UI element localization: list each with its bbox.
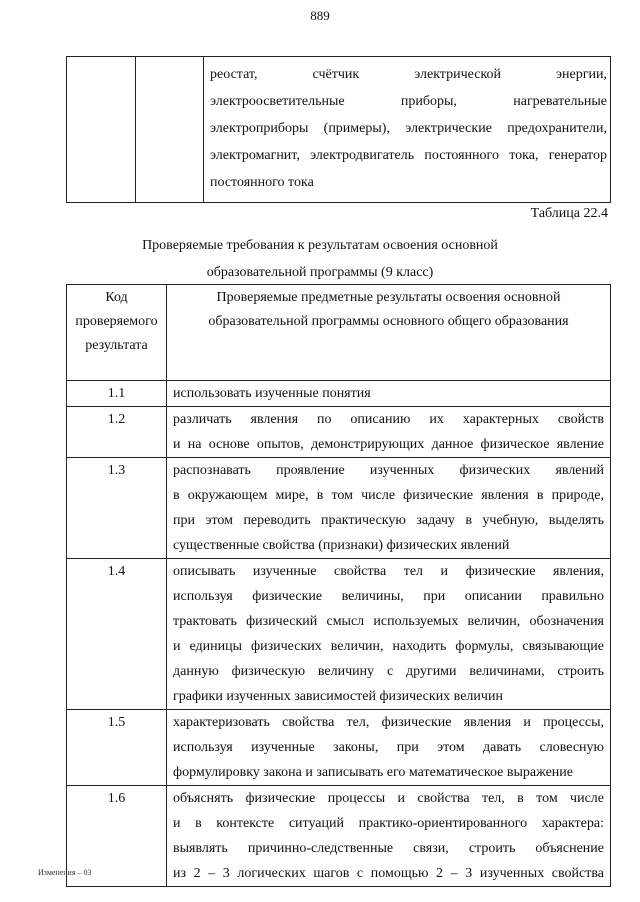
table-row — [67, 559, 611, 710]
text-line: используя физические величины, при описании правильно — [173, 589, 604, 604]
title-line: Проверяемые требования к результатам освоения основной — [142, 238, 498, 253]
text-cell — [167, 786, 611, 887]
text-line: постоянного тока — [210, 175, 314, 190]
code-value: 1.4 — [107, 564, 126, 579]
text-line: использовать изученные понятия — [173, 386, 371, 401]
code-value: 1.3 — [107, 463, 126, 478]
header-text: Код — [105, 290, 128, 305]
text-line: данную физическую величину с другими величинами, строить — [173, 664, 604, 679]
text-line: выявлять причинно-следственные связи, строить объяснение — [173, 841, 604, 856]
code-cell — [67, 458, 167, 559]
header-code-cell — [67, 285, 167, 381]
code-value: 1.6 — [107, 791, 126, 806]
text-line: используя изученные законы, при этом давать словесную — [173, 740, 604, 755]
text-cell — [167, 559, 611, 710]
text-cell — [167, 710, 611, 786]
text-cell — [167, 458, 611, 559]
page-number: 889 — [310, 8, 330, 23]
table-row — [67, 458, 611, 559]
text-line: и на основе опытов, демонстрирующих данное физическое явление — [173, 437, 604, 452]
text-line: объяснять физические процессы и свойства тел, в том числе — [173, 791, 604, 806]
text-line: графики изученных зависимостей физических величин — [173, 689, 503, 704]
header-text: проверяемого — [75, 314, 158, 329]
text-line: характеризовать свойства тел, физические явления и процессы, — [173, 715, 604, 730]
code-cell — [67, 710, 167, 786]
table-row — [67, 710, 611, 786]
text-line: электромагнит, электродвигатель постоянного тока, генератор — [210, 148, 607, 163]
text-line: трактовать физический смысл используемых величин, обозначения — [173, 614, 604, 629]
content-cell — [204, 57, 611, 203]
text-cell — [167, 381, 611, 407]
code-value: 1.2 — [107, 412, 126, 427]
footer-revision: Изменения – 03 — [38, 868, 92, 877]
header-text: образовательной программы основного общего образования — [208, 314, 569, 329]
code-cell — [67, 407, 167, 458]
text-line: из 2 – 3 логических шагов с помощью 2 – 3 изученных свойства — [173, 866, 604, 881]
text-line: электроосветительные приборы, нагревательные — [210, 94, 607, 109]
table-row — [67, 381, 611, 407]
header-text: результата — [85, 338, 148, 353]
text-line: реостат, счётчик электрической энергии, — [210, 67, 607, 82]
text-line: различать явления по описанию их характерных свойств — [173, 412, 604, 427]
title-line: образовательной программы (9 класс) — [206, 265, 434, 280]
table-row — [67, 407, 611, 458]
requirements-table — [66, 284, 611, 887]
text-line: электроприборы (примеры), электрические предохранители, — [210, 121, 607, 136]
text-line: и единицы физических величин, находить формулы, связывающие — [173, 639, 604, 654]
table-header-row — [67, 285, 611, 381]
code-value: 1.5 — [107, 715, 126, 730]
code-cell — [67, 559, 167, 710]
table-title — [0, 232, 640, 286]
header-text: Проверяемые предметные результаты освоения основной — [216, 290, 561, 305]
code-value: 1.1 — [107, 386, 126, 401]
text-line: и в контексте ситуаций практико-ориентированного характера: — [173, 816, 604, 831]
text-line: распознавать проявление изученных физических явлений — [173, 463, 604, 478]
empty-cell — [67, 57, 136, 203]
table-caption: Таблица 22.4 — [530, 206, 608, 221]
header-text-cell — [167, 285, 611, 381]
text-line: существенные свойства (признаки) физических явлений — [173, 538, 510, 553]
text-line: в окружающем мире, в том числе физические явления в природе, — [173, 488, 604, 503]
table-row — [67, 786, 611, 887]
continuation-table — [66, 56, 611, 203]
empty-cell — [136, 57, 204, 203]
text-line: описывать изученные свойства тел и физические явления, — [173, 564, 604, 579]
text-cell — [167, 407, 611, 458]
table-row — [67, 57, 611, 203]
code-cell — [67, 381, 167, 407]
text-line: формулировку закона и записывать его математическое выражение — [173, 765, 573, 780]
text-line: при этом переводить практическую задачу в учебную, выделять — [173, 513, 604, 528]
